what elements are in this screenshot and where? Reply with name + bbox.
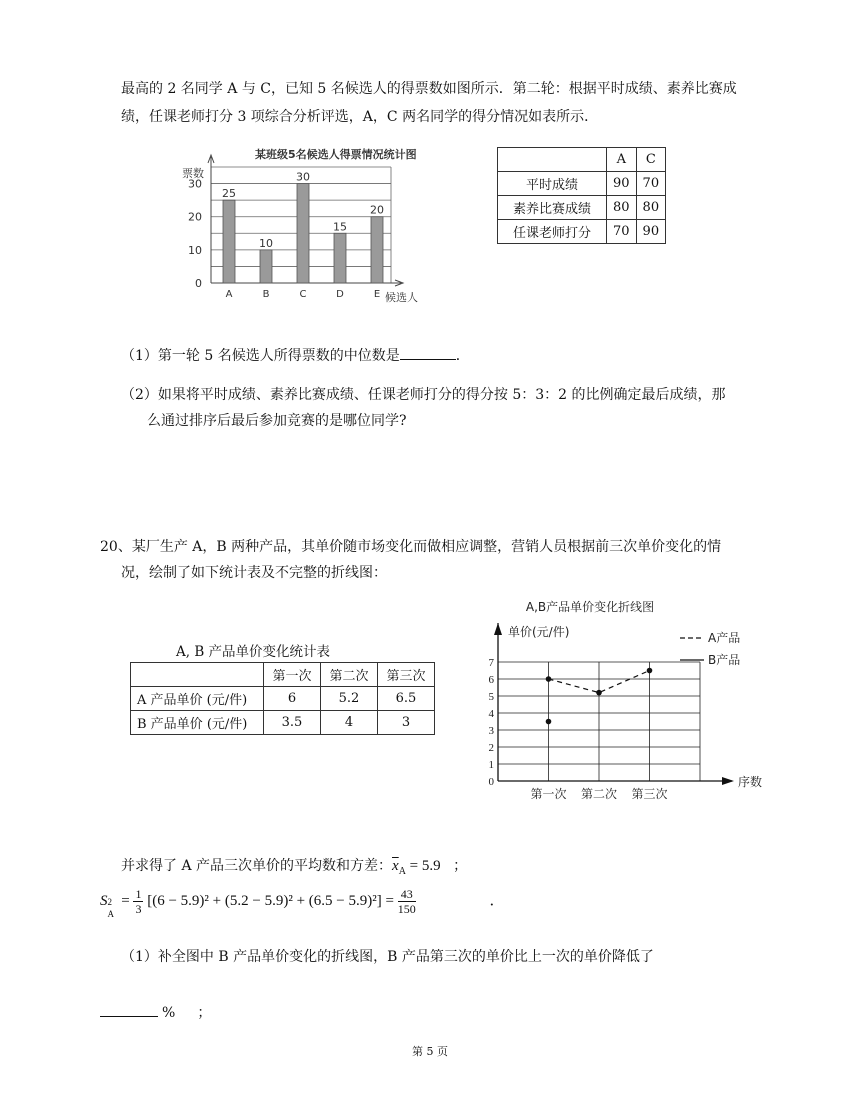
line-y-tick: 7 xyxy=(488,657,494,669)
price-table-row xyxy=(131,711,435,735)
price-table-row xyxy=(131,687,435,711)
fraction-one-third: $\frac{1}{3}$ xyxy=(135,887,142,916)
score-cell: 70 xyxy=(636,172,666,196)
score-table-row xyxy=(498,220,666,244)
line-y-tick: 4 xyxy=(488,708,494,720)
bar xyxy=(334,233,346,283)
line-x-tick: 第三次 xyxy=(631,787,668,801)
mean-symbol: $\overline{x}$ xyxy=(392,858,399,874)
answer-blank[interactable] xyxy=(400,345,456,360)
price-row-label: A 产品单价 (元/件) xyxy=(131,687,264,711)
fraction-result: $\frac{43}{150}$ xyxy=(397,887,416,916)
line-y-tick: 1 xyxy=(488,759,494,771)
bar-y-tick: 20 xyxy=(188,210,202,224)
score-cell: 90 xyxy=(636,220,666,244)
price-cell: 6.5 xyxy=(378,687,435,711)
price-cell: 6 xyxy=(264,687,321,711)
bar-y-tick: 0 xyxy=(195,277,202,290)
price-cell: 3.5 xyxy=(264,711,321,735)
legend-label: A产品 xyxy=(708,631,741,645)
variance-symbol: S xyxy=(100,892,108,909)
q20-line1: 20、某厂生产 A，B 两种产品，其单价随市场变化而做相应调整，营销人员根据前三次单价变化的情 xyxy=(100,539,722,555)
mean-subscript: A xyxy=(398,866,406,877)
mean-formula xyxy=(392,858,441,877)
score-row-label: 素养比赛成绩 xyxy=(498,196,607,220)
bar-data-label: 15 xyxy=(333,220,347,234)
line-chart-title: A,B产品单价变化折线图 xyxy=(525,600,655,614)
variance-formula: S 2 A = $\frac{1}{3}$ [(6 − 5.9)² + (5.2 − 5.9)² + (6.5 − 5.9)²] = $\frac{43}{150}$ ． xyxy=(100,887,505,919)
bar-data-label: 30 xyxy=(296,170,310,184)
percent-blank[interactable] xyxy=(100,1002,158,1017)
q20-part1-answer xyxy=(100,1002,211,1024)
price-table xyxy=(130,662,435,735)
price-table-corner xyxy=(131,663,264,687)
bar xyxy=(260,250,272,283)
series-point-a xyxy=(596,690,602,696)
bar xyxy=(223,200,235,283)
price-cell: 5.2 xyxy=(321,687,378,711)
mean-value: = 5.9 xyxy=(405,858,441,874)
q20-part1: （1）补全图中 B 产品单价变化的折线图，B 产品第三次的单价比上一次的单价降低了 xyxy=(121,949,654,965)
price-col-1: 第一次 xyxy=(264,663,321,687)
bar-x-tick: D xyxy=(336,289,344,300)
line-x-tick: 第二次 xyxy=(580,787,618,801)
score-table-corner xyxy=(498,148,607,172)
bar xyxy=(297,184,309,283)
page-number: 第 5 页 xyxy=(412,1045,448,1058)
series-point-b xyxy=(546,719,552,725)
score-table-row xyxy=(498,172,666,196)
score-table-row xyxy=(498,196,666,220)
price-col-2: 第二次 xyxy=(321,663,378,687)
line-y-tick: 6 xyxy=(488,674,494,686)
score-row-label: 任课老师打分 xyxy=(498,220,607,244)
vote-bar-chart xyxy=(170,140,460,305)
score-row-label: 平时成绩 xyxy=(498,172,607,196)
q19-part2-line2: 么通过排序后最后参加竞赛的是哪位同学? xyxy=(147,413,407,429)
bar-x-tick: B xyxy=(262,289,270,300)
line-x-arrow xyxy=(722,777,734,785)
bar-y-tick: 10 xyxy=(188,243,202,257)
line-y-tick: 3 xyxy=(488,725,494,737)
variance-end: ． xyxy=(489,892,505,909)
line-y-tick: 0 xyxy=(488,776,494,788)
price-table-caption: A, B 产品单价变化统计表 xyxy=(176,644,331,660)
line-x-tick: 第一次 xyxy=(530,787,567,801)
bar-chart-xlabel: 候选人 xyxy=(385,291,418,304)
q19-part1-end: ． xyxy=(455,348,470,364)
variance-expression: [(6 − 5.9)² + (5.2 − 5.9)² + (6.5 − 5.9)²] = xyxy=(147,892,394,909)
mean-line xyxy=(121,855,467,883)
bar-x-tick: E xyxy=(373,289,381,300)
bar-chart-title: 某班级5名候选人得票情况统计图 xyxy=(255,148,417,161)
price-line-chart xyxy=(470,595,770,810)
q19-part1-text: （1）第一轮 5 名候选人所得票数的中位数是 xyxy=(121,348,400,364)
series-point-a xyxy=(647,668,653,674)
intro-line-1: 最高的 2 名同学 A 与 C，已知 5 名候选人的得票数如图所示．第二轮：根据平时成绩、素养比赛成 xyxy=(121,81,737,97)
line-chart-ylabel: 单价(元/件) xyxy=(508,625,570,639)
score-table xyxy=(497,147,666,244)
bar-data-label: 20 xyxy=(370,203,384,217)
line-y-arrow xyxy=(494,623,502,635)
intro-line-2: 绩，任课老师打分 3 项综合分析评选，A，C 两名同学的得分情况如表所示． xyxy=(121,109,599,125)
semicolon: ； xyxy=(197,1005,212,1021)
percent-sign: % xyxy=(162,1005,176,1021)
mean-end: ； xyxy=(453,858,468,874)
q19-part1 xyxy=(121,345,470,367)
bar xyxy=(371,217,383,283)
price-cell: 4 xyxy=(321,711,378,735)
price-row-label: B 产品单价 (元/件) xyxy=(131,711,264,735)
score-cell: 70 xyxy=(607,220,637,244)
price-cell: 3 xyxy=(378,711,435,735)
legend-label: B产品 xyxy=(708,653,741,667)
q19-part2-line1: （2）如果将平时成绩、素养比赛成绩、任课老师打分的得分按 5：3：2 的比例确定最后成绩，那 xyxy=(121,387,726,403)
series-point-a xyxy=(546,676,552,682)
bar-x-tick: A xyxy=(225,289,233,300)
score-table-col-c: C xyxy=(636,148,666,172)
score-table-header xyxy=(498,148,666,172)
price-table-header xyxy=(131,663,435,687)
bar-data-label: 10 xyxy=(259,236,273,250)
score-cell: 80 xyxy=(636,196,666,220)
bar-data-label: 25 xyxy=(222,187,236,201)
bar-chart-ylabel: 票数 xyxy=(182,167,204,180)
price-col-3: 第三次 xyxy=(378,663,435,687)
q20-line2: 况，绘制了如下统计表及不完整的折线图： xyxy=(121,565,387,581)
line-y-tick: 2 xyxy=(488,742,494,754)
bar-x-tick: C xyxy=(299,289,307,300)
score-table-col-a: A xyxy=(607,148,637,172)
line-y-tick: 5 xyxy=(488,691,494,703)
line-chart-xlabel: 序数 xyxy=(738,775,763,789)
mean-text: 并求得了 A 产品三次单价的平均数和方差： xyxy=(121,858,393,874)
bar-y-tick: 30 xyxy=(188,177,202,191)
score-cell: 80 xyxy=(607,196,637,220)
score-cell: 90 xyxy=(607,172,637,196)
